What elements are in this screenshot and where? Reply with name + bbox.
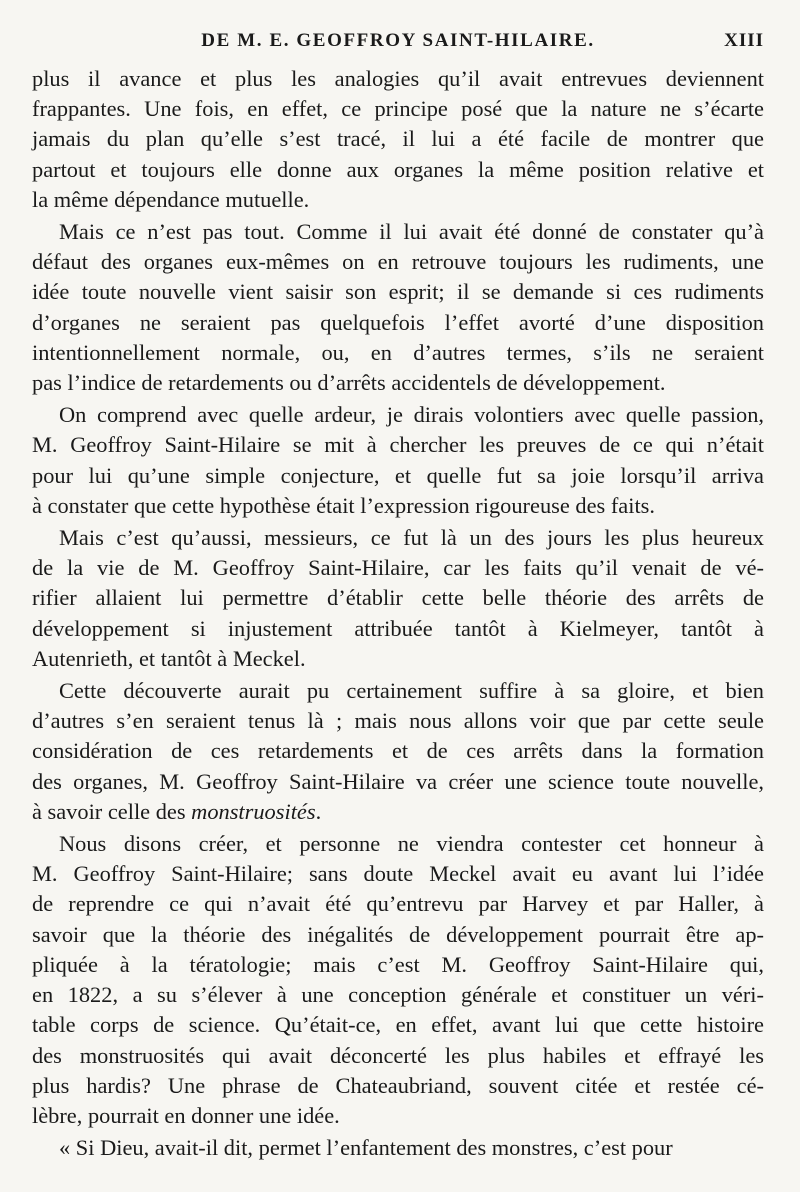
text-line: d’autres s’en seraient tenus là ; mais nous allons voir que par cette seule — [32, 708, 764, 734]
text-line: frappantes. Une fois, en effet, ce principe posé que la nature ne s’écarte — [32, 96, 764, 122]
text-line: pas l’indice de retardements ou d’arrêts accidentels de développement. — [32, 370, 666, 396]
text-fragment: à savoir celle des — [32, 798, 192, 824]
text-line: savoir que la théorie des inégalités de développement pourrait être ap- — [32, 921, 764, 947]
text-line: d’organes ne seraient pas quelquefois l’effet avorté d’une disposition — [32, 309, 764, 335]
text-line: en 1822, a su s’élever à une conception générale et constituer un véri- — [32, 982, 764, 1008]
text-line: plus il avance et plus les analogies qu’il avait entrevues deviennent — [32, 66, 764, 91]
text-line: Autenrieth, et tantôt à Meckel. — [32, 645, 306, 671]
text-line: considération de ces retardements et de ces arrêts dans la formation — [32, 738, 764, 764]
text-line: pour lui qu’une simple conjecture, et quelle fut sa joie lorsqu’il arriva — [32, 462, 764, 488]
text-line — [32, 797, 764, 827]
text-line: développement si injustement attribuée tantôt à Kielmeyer, tantôt à — [32, 615, 764, 641]
text-line: « Si Dieu, avait-il dit, permet l’enfantement des monstres, c’est pour — [59, 1135, 673, 1161]
text-line: de reprendre ce qui n’avait été qu’entrevu par Harvey et par Haller, à — [32, 891, 764, 917]
text-line: Mais ce n’est pas tout. Comme il lui avait été donné de constater qu’à — [59, 219, 764, 245]
running-title: DE M. E. GEOFFROY SAINT-HILAIRE. — [201, 30, 595, 51]
text-line: lèbre, pourrait en donner une idée. — [32, 1102, 340, 1128]
text-line: de la vie de M. Geoffroy Saint-Hilaire, car les faits qu’il venait de vé- — [32, 555, 764, 581]
paragraph — [32, 64, 764, 215]
text-line: des organes, M. Geoffroy Saint-Hilaire va créer une science toute nouvelle, — [32, 768, 764, 794]
emphasized-term: monstruosités — [191, 798, 316, 824]
text-line: Nous disons créer, et personne ne viendra contester cet honneur à — [59, 831, 764, 857]
running-header — [32, 28, 764, 58]
text-line: table corps de science. Qu’était-ce, en effet, avant lui que cette histoire — [32, 1012, 764, 1038]
paragraph — [32, 1133, 764, 1163]
text-line: partout et toujours elle donne aux organes la même position relative et — [32, 156, 764, 182]
text-line: à constater que cette hypothèse était l’expression rigoureuse des faits. — [32, 492, 655, 518]
paragraph — [32, 523, 764, 674]
text-line: Mais c’est qu’aussi, messieurs, ce fut là un des jours les plus heureux — [59, 525, 764, 551]
paragraph — [32, 400, 764, 521]
paragraph — [32, 676, 764, 827]
text-line: jamais du plan qu’elle s’est tracé, il lui a été facile de montrer que — [32, 126, 764, 152]
page-number: XIII — [724, 30, 764, 51]
text-line: intentionnellement normale, ou, en d’autres termes, s’ils ne seraient — [32, 339, 764, 365]
paragraph — [32, 217, 764, 398]
body-text — [32, 64, 764, 1163]
text-line: M. Geoffroy Saint-Hilaire se mit à chercher les preuves de ce qui n’était — [32, 432, 764, 458]
text-line: idée toute nouvelle vient saisir son esprit; il se demande si ces rudiments — [32, 279, 764, 305]
text-line: M. Geoffroy Saint-Hilaire; sans doute Meckel avait eu avant lui l’idée — [32, 861, 764, 887]
text-fragment: . — [315, 798, 322, 824]
text-line: la même dépendance mutuelle. — [32, 186, 310, 212]
text-line: On comprend avec quelle ardeur, je dirais volontiers avec quelle passion, — [59, 402, 764, 428]
paragraph — [32, 829, 764, 1131]
text-line: pliquée à la tératologie; mais c’est M. Geoffroy Saint-Hilaire qui, — [32, 951, 764, 977]
text-line: plus hardis? Une phrase de Chateaubriand, souvent citée et restée cé- — [32, 1072, 764, 1098]
text-line: Cette découverte aurait pu certainement suffire à sa gloire, et bien — [59, 678, 764, 704]
text-line: des monstruosités qui avait déconcerté les plus habiles et effrayé les — [32, 1042, 764, 1068]
text-line: rifier allaient lui permettre d’établir cette belle théorie des arrêts de — [32, 585, 764, 611]
text-line: défaut des organes eux-mêmes on en retrouve toujours les rudiments, une — [32, 249, 764, 275]
